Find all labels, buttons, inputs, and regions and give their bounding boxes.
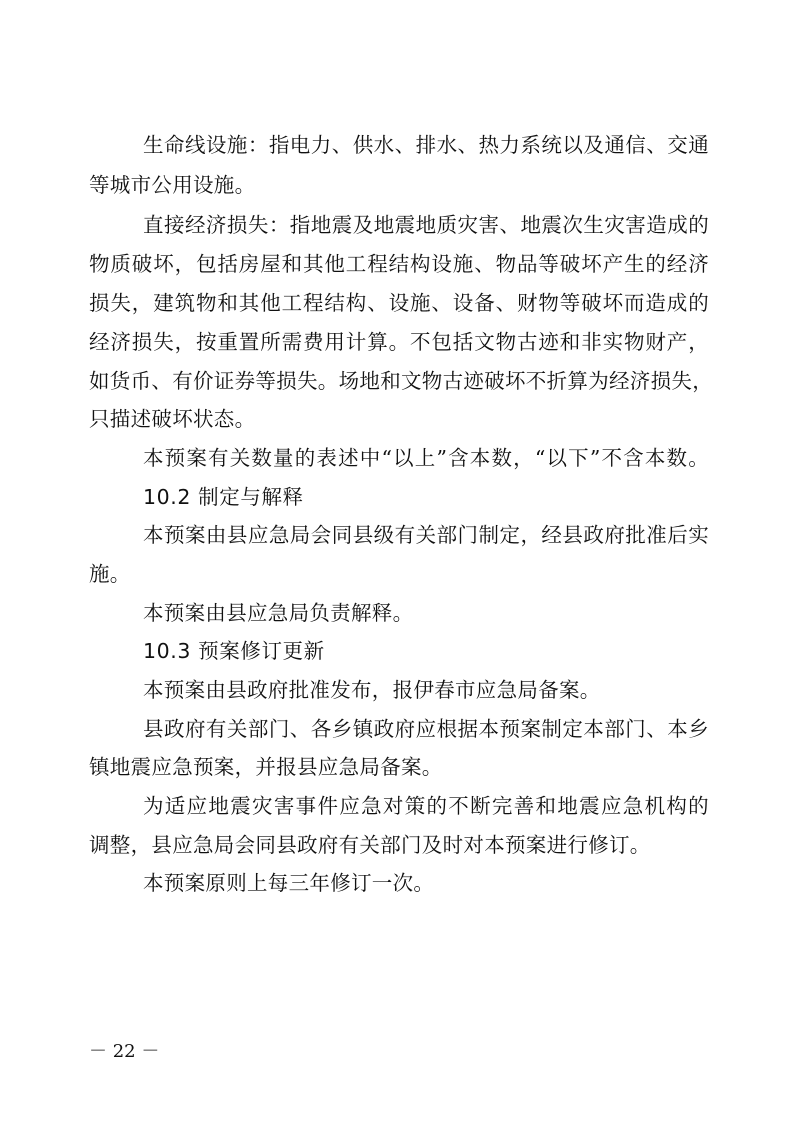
paragraph-line: 为适应地震灾害事件应急对策的不断完善和地震应急机构的 xyxy=(143,794,709,818)
paragraph-line: 物质破坏，包括房屋和其他工程结构设施、物品等破坏产生的经济 xyxy=(89,252,709,276)
paragraph-line: 直接经济损失：指地震及地震地质灾害、地震次生灾害造成的 xyxy=(143,213,709,237)
paragraph-line: 本预案由县应急局负责解释。 xyxy=(143,601,414,625)
paragraph-line: 本预案原则上每三年修订一次。 xyxy=(143,871,435,895)
section-heading: 10.2 制定与解释 xyxy=(143,485,304,509)
paragraph-line: 生命线设施：指电力、供水、排水、热力系统以及通信、交通 xyxy=(143,133,709,157)
paragraph-line: 本预案由县政府批准发布，报伊春市应急局备案。 xyxy=(143,678,601,702)
paragraph-line: 本预案由县应急局会同县级有关部门制定，经县政府批准后实 xyxy=(143,523,709,547)
paragraph-line: 本预案有关数量的表述中“以上”含本数，“以下”不含本数。 xyxy=(143,446,709,470)
paragraph-line: 经济损失，按重置所需费用计算。不包括文物古迹和非实物财产， xyxy=(89,330,709,354)
paragraph-line: 镇地震应急预案，并报县应急局备案。 xyxy=(89,755,443,779)
paragraph-line: 如货币、有价证券等损失。场地和文物古迹破坏不折算为经济损失， xyxy=(89,369,713,393)
paragraph-line: 县政府有关部门、各乡镇政府应根据本预案制定本部门、本乡 xyxy=(143,717,709,741)
page-number: － 22 － xyxy=(89,1041,160,1062)
paragraph-line: 损失，建筑物和其他工程结构、设施、设备、财物等破坏而造成的 xyxy=(89,291,709,315)
paragraph-line: 施。 xyxy=(89,562,131,586)
paragraph-line: 等城市公用设施。 xyxy=(89,173,256,197)
paragraph-line: 只描述破坏状态。 xyxy=(89,407,256,431)
paragraph-line: 调整，县应急局会同县政府有关部门及时对本预案进行修订。 xyxy=(89,833,651,857)
section-heading: 10.3 预案修订更新 xyxy=(143,639,325,663)
